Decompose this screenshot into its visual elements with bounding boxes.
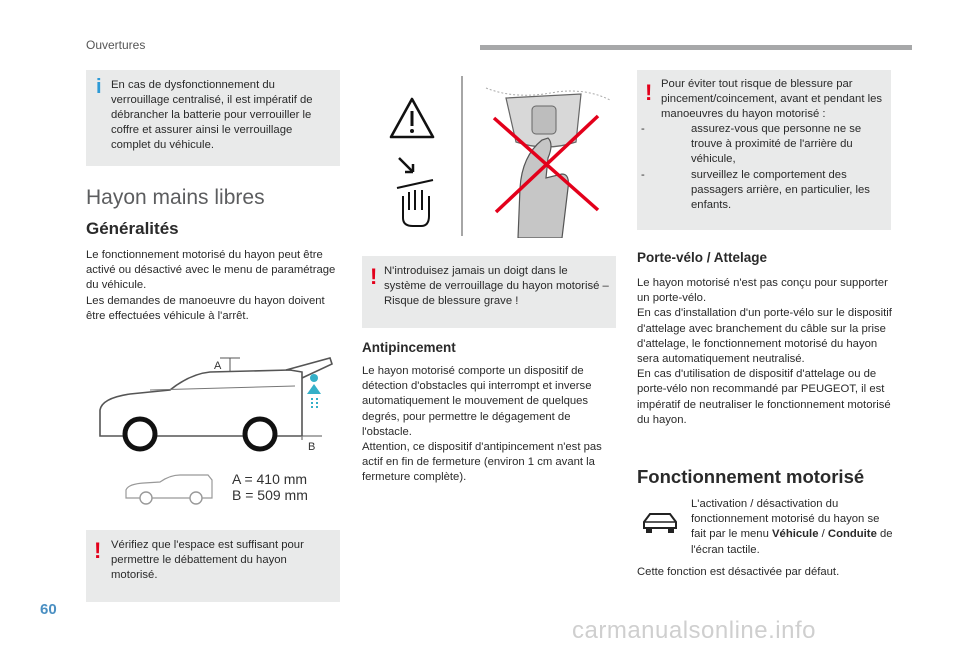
figure-divider (461, 76, 463, 236)
fonctionnement-text (691, 497, 897, 558)
car-dimension-diagram (90, 350, 340, 460)
warning-box-finger (362, 256, 616, 328)
section-title: Hayon mains libres (86, 186, 265, 209)
warning-finger-text: N'introduisez jamais un doigt dans le système de verrouillage du hayon motorisé – Risque de blessure grave ! (384, 265, 609, 307)
info-box-text: En cas de dysfonctionnement du verrouillage centralisé, il est impératif de débrancher la batterie pour verrouiller le coffre et assurer ainsi le verrouillage complet du véhicule. (111, 79, 313, 151)
list-item: - surveillez le comportement des passagers arrière, en particulier, les enfants. (637, 168, 887, 214)
fonctionnement-text-post: de l'écran tactile. (691, 528, 893, 556)
fonctionnement-heading: Fonctionnement motorisé (637, 466, 865, 487)
dimensions-text (232, 471, 308, 503)
info-icon: i (96, 76, 102, 98)
menu-vehicule: Véhicule (772, 528, 819, 541)
warning-space-text: Vérifiez que l'espace est suffisant pour permettre le débattement du hayon motorisé. (111, 539, 304, 581)
watermark: carmanualsonline.info (572, 617, 816, 644)
car-settings-icon (640, 508, 680, 536)
header-rule (480, 45, 912, 50)
tailgate-lock-figure (476, 78, 616, 238)
paragraph: Le hayon motorisé n'est pas conçu pour supporter un porte-vélo. (637, 277, 888, 305)
antipincement-heading: Antipincement (362, 340, 456, 355)
warning-box-space (86, 530, 340, 602)
dim-label-b: B (308, 441, 316, 453)
dim-a-value: A = 410 mm (232, 471, 308, 487)
default-note: Cette fonction est désactivée par défaut. (637, 566, 840, 578)
warning-injury-list (637, 122, 887, 213)
person-icon (307, 374, 321, 408)
porte-velo-body (637, 276, 893, 428)
list-item: - assurez-vous que personne ne se trouve à proximité de l'arrière du véhicule, (637, 122, 887, 168)
dim-b-value: B = 509 mm (232, 487, 308, 503)
paragraph: Le hayon motorisé comporte un dispositif de détection d'obstacles qui interrompt et inverse automatiquement le mouvement de quelques degrés, pour permettre le dégagement de l'obstacle. (362, 365, 592, 438)
porte-velo-heading: Porte-vélo / Attelage (637, 250, 768, 265)
page-number: 60 (40, 601, 57, 618)
antipincement-body (362, 364, 616, 486)
paragraph: Le fonctionnement motorisé du hayon peut être activé ou désactivé avec le menu de paramétrage du véhicule. (86, 249, 336, 292)
warning-box-injury (637, 70, 891, 230)
warning-injury-intro: Pour éviter tout risque de blessure par pincement/coincement, avant et pendant les manoeuvres du hayon motorisé : (661, 78, 883, 120)
section-header: Ouvertures (86, 38, 146, 52)
dim-label-a: A (214, 360, 222, 372)
car-side-icon (120, 472, 220, 508)
warning-injury-body (661, 77, 887, 213)
generalites-body (86, 248, 342, 324)
press-hand-icon (393, 152, 437, 228)
fonctionnement-text-pre: L'activation / désactivation du fonctionnement motorisé du hayon se fait par le menu (691, 498, 880, 541)
paragraph: En cas d'utilisation de dispositif d'attelage ou de porte-vélo non recommandé par PEUGEOT, il est impératif de neutraliser le fonctionnement motorisé du hayon. (637, 368, 891, 426)
warning-icon: ! (645, 80, 653, 105)
paragraph: En cas d'installation d'un porte-vélo sur le dispositif d'attelage avec branchement du câble sur la prise d'attelage, le fonctionnement motorisé du hayon sera automatiquement neutralisé. (637, 307, 892, 366)
menu-separator: / (818, 528, 828, 541)
warning-icon: ! (370, 264, 378, 289)
paragraph: Attention, ce dispositif d'antipincement n'est pas actif en fin de fermeture (environ 1 cm avant la fermeture complète). (362, 441, 602, 484)
warning-icon: ! (94, 538, 102, 563)
menu-conduite: Conduite (827, 528, 877, 541)
generalites-heading: Généralités (86, 219, 179, 238)
paragraph: Les demandes de manoeuvre du hayon doivent être effectuées véhicule à l'arrêt. (86, 294, 325, 322)
info-box (86, 70, 340, 166)
warning-triangle-icon (388, 96, 436, 140)
